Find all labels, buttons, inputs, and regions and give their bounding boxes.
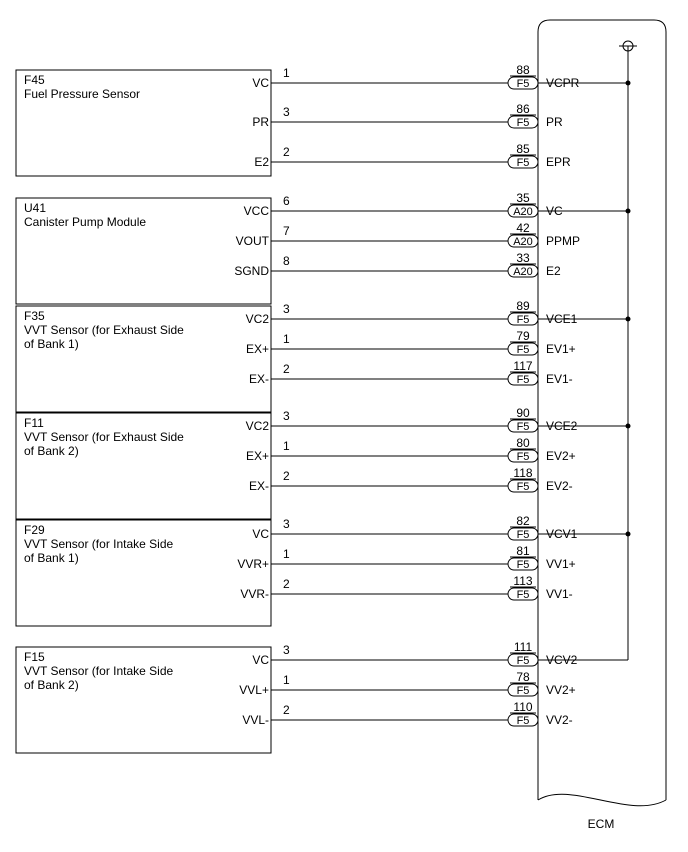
component-box [16,70,271,176]
pin-label: SGND [234,264,269,278]
component-id: F29 [24,523,45,537]
pin-label: EX- [248,372,269,386]
connector-id: F5 [516,655,530,667]
pin-label: VVL+ [239,683,269,697]
ecm-pin-number: 80 [516,436,530,450]
pin-label: VVL- [242,713,269,727]
connector-id: F5 [516,117,530,129]
power-bus [619,41,637,660]
ecm-terminal-label: VCE1 [546,312,578,326]
connector-id: F5 [516,374,530,386]
ecm-terminal-label: VCE2 [546,419,578,433]
wire-number: 3 [283,409,290,423]
component-id: F35 [24,309,45,323]
ecm-terminal-label: EV2- [546,479,573,493]
ecm-terminal-label: EV2+ [546,449,576,463]
junction-dot [626,424,631,429]
ecm-pin-number: 88 [516,63,530,77]
ecm-pin-number: 117 [513,359,533,373]
wire-number: 1 [283,66,290,80]
component-name: of Bank 1) [24,551,79,565]
wire-number: 3 [283,105,290,119]
connector-id: F5 [516,589,530,601]
ecm-pin-number: 110 [513,700,533,714]
wire-number: 1 [283,673,290,687]
pin-label: PR [252,115,269,129]
component-box [16,520,271,626]
wire-number: 8 [283,254,290,268]
ecm-pin-number: 118 [513,466,533,480]
pin-label: EX+ [245,342,269,356]
component-name: of Bank 2) [24,444,79,458]
connector-id: F5 [516,451,530,463]
ecm-pin-number: 82 [516,514,530,528]
component-name: Fuel Pressure Sensor [24,87,141,101]
ecm-terminal-label: EPR [546,155,571,169]
pin-label: VC [252,653,269,667]
wire-number: 2 [283,145,290,159]
pin-label: EX- [248,479,269,493]
ecm-terminal-label: VV2- [546,713,573,727]
connector-id: F5 [516,314,530,326]
component-id: F15 [24,650,45,664]
pin-label: VC2 [245,312,269,326]
ecm-pin-number: 89 [516,299,530,313]
pin-label: EX+ [245,449,269,463]
ecm-terminal-label: VV2+ [546,683,576,697]
wire-number: 1 [283,332,290,346]
component-name: Canister Pump Module [24,215,147,229]
ecm-pin-number: 81 [516,544,530,558]
connector-id: A20 [513,266,533,278]
wire-number: 3 [283,302,290,316]
component-box [16,306,271,412]
pin-label: VC2 [245,419,269,433]
wire-number: 6 [283,194,290,208]
ecm-pin-number: 113 [513,574,533,588]
junction-dot [626,209,631,214]
component-box [16,647,271,753]
ecm-terminal-label: VV1- [546,587,573,601]
pin-label: VC [252,527,269,541]
connector-id: F5 [516,559,530,571]
component-box [16,198,271,304]
connector-id: F5 [516,344,530,356]
ecm-terminal-label: E2 [546,264,561,278]
ecm-pin-number: 78 [516,670,530,684]
connector-id: F5 [516,481,530,493]
component-id: U41 [24,201,47,215]
ecm-terminal-label: EV1- [546,372,573,386]
component-name: of Bank 1) [24,337,79,351]
component-name: VVT Sensor (for Exhaust Side [24,430,184,444]
component-name: VVT Sensor (for Exhaust Side [24,323,184,337]
ecm-terminal-label: PR [546,115,563,129]
pin-label: E2 [254,155,269,169]
junction-dot [626,81,631,86]
pin-label: VCC [243,204,269,218]
ecm-pin-number: 85 [516,142,530,156]
wire-number: 3 [283,517,290,531]
component-id: F45 [24,73,45,87]
pin-label: VOUT [235,234,269,248]
wire-number: 2 [283,362,290,376]
component-name: VVT Sensor (for Intake Side [24,664,174,678]
component-name: VVT Sensor (for Intake Side [24,537,174,551]
ecm-terminal-label: EV1+ [546,342,576,356]
connector-id: F5 [516,78,530,90]
wire-number: 7 [283,224,290,238]
connector-id: A20 [513,236,533,248]
ecm-terminal-label: VCV1 [546,527,578,541]
component-box [16,413,271,519]
wire-number: 1 [283,547,290,561]
connector-id: F5 [516,529,530,541]
ecm-terminal-label: VV1+ [546,557,576,571]
connector-id: F5 [516,715,530,727]
pin-label: VVR- [240,587,269,601]
pin-label: VC [252,76,269,90]
wire-number: 2 [283,703,290,717]
wire-number: 2 [283,577,290,591]
ecm-break-line [538,794,666,806]
ecm-pin-number: 33 [516,251,530,265]
connector-id: F5 [516,157,530,169]
connector-id: F5 [516,421,530,433]
ecm-terminal-label: VC [546,204,563,218]
ecm-pin-number: 35 [516,191,530,205]
wire-number: 2 [283,469,290,483]
connector-id: F5 [516,685,530,697]
component-f15 [16,640,628,753]
ecm-pin-number: 90 [516,406,530,420]
ecm-terminal-label: PPMP [546,234,581,248]
component-name: of Bank 2) [24,678,79,692]
wire-number: 1 [283,439,290,453]
connector-id: A20 [513,206,533,218]
ecm-label: ECM [587,817,615,831]
junction-dot [626,317,631,322]
wire-number: 3 [283,643,290,657]
ecm-terminal-label: VCPR [546,76,580,90]
ecm-pin-number: 111 [513,640,533,654]
component-id: F11 [24,416,44,430]
ecm-terminal-label: VCV2 [546,653,578,667]
ecm-pin-number: 79 [516,329,530,343]
ecm-pin-number: 86 [516,102,530,116]
ecm-pin-number: 42 [516,221,530,235]
pin-label: VVR+ [237,557,269,571]
junction-dot [626,532,631,537]
